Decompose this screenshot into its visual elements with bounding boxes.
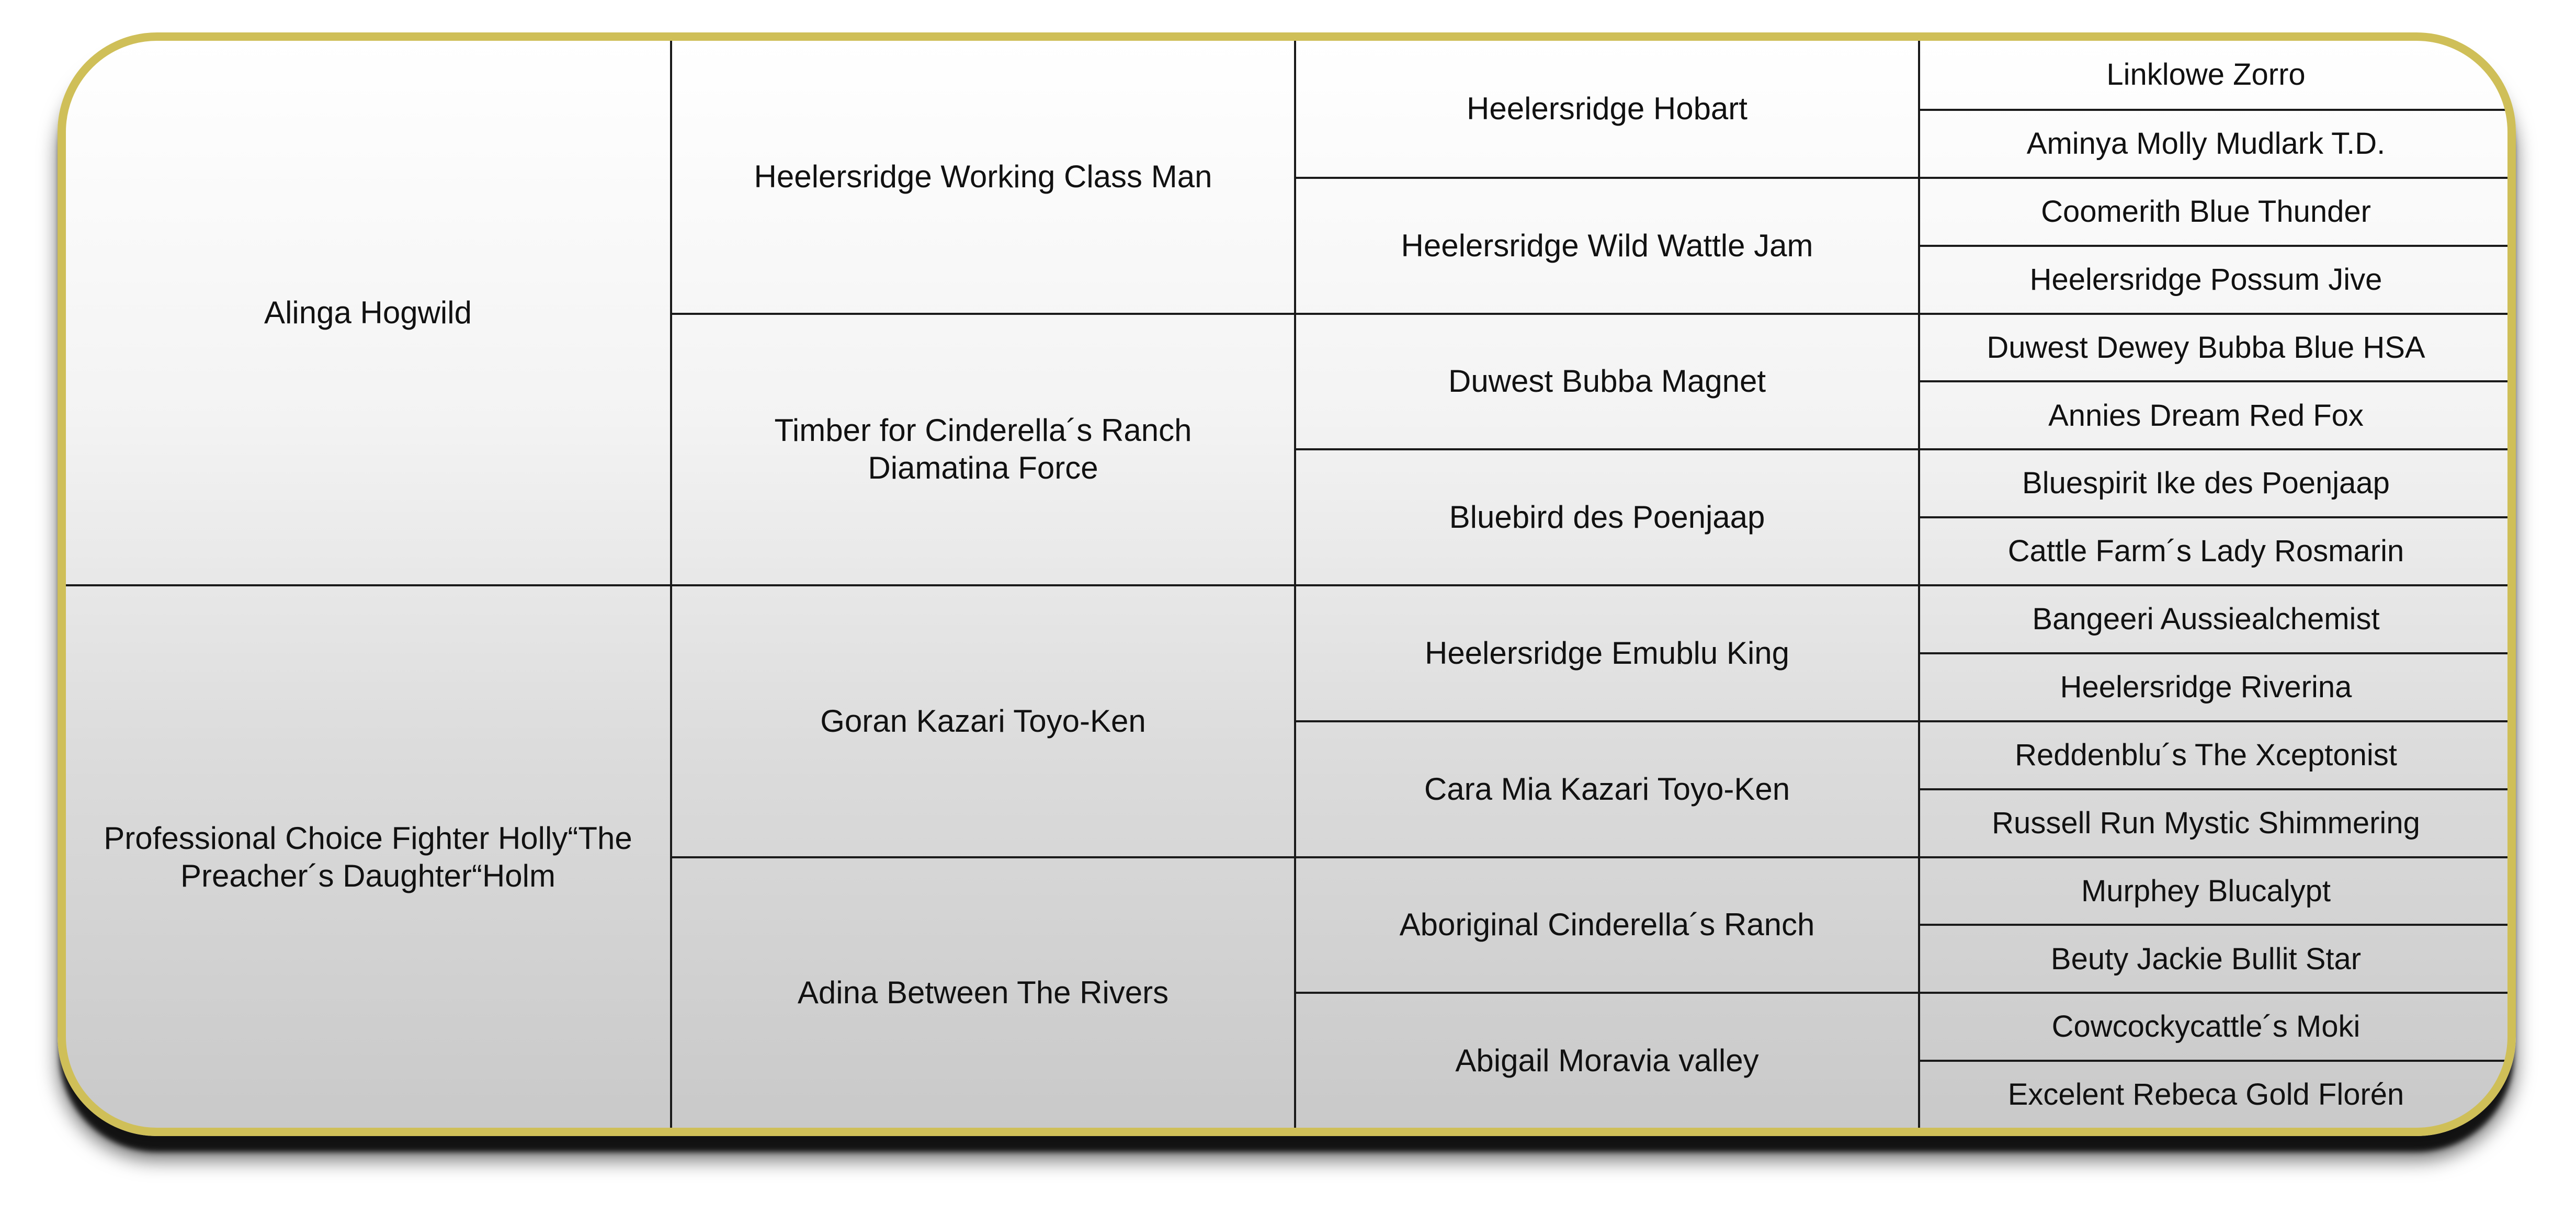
great-grandparent: [1294, 720, 1918, 856]
ancestor-name: Reddenblu´s The Xceptonist: [2015, 738, 2397, 772]
ancestor: [1918, 720, 2507, 788]
grandparent-name: Adina Between The Rivers: [797, 975, 1169, 1011]
great-grandparent-name: Heelersridge Emublu King: [1424, 635, 1790, 671]
ancestor: [1918, 1060, 2507, 1128]
ancestor-name: Bangeeri Aussiealchemist: [2032, 602, 2380, 637]
ancestor-name: Heelersridge Possum Jive: [2029, 262, 2382, 297]
ancestor: [1918, 584, 2507, 652]
ancestor-name: Russell Run Mystic Shimmering: [1992, 806, 2420, 840]
ancestor-name: Linklowe Zorro: [2106, 58, 2306, 92]
grandparent-name: Heelersridge Working Class Man: [754, 158, 1212, 194]
ancestor-name: Cowcockycattle´s Moki: [2051, 1010, 2361, 1044]
ancestor: [1918, 41, 2507, 109]
great-grandparent-name: Bluebird des Poenjaap: [1449, 500, 1765, 535]
ancestor-name: Bluespirit Ike des Poenjaap: [2022, 466, 2390, 501]
grandparent: [670, 856, 1294, 1128]
great-grandparent-name: Heelersridge Wild Wattle Jam: [1401, 228, 1813, 263]
great-grandparent-name: Heelersridge Hobart: [1467, 90, 1747, 126]
ancestor: [1918, 924, 2507, 992]
great-grandparent: [1294, 313, 1918, 449]
great-grandparent: [1294, 177, 1918, 313]
ancestor-name: Beuty Jackie Bullit Star: [2050, 942, 2362, 976]
ancestor-name: Aminya Molly Mudlark T.D.: [2026, 127, 2386, 161]
ancestor: [1918, 788, 2507, 856]
ancestor: [1918, 448, 2507, 516]
ancestor: [1918, 177, 2507, 245]
ancestor: [1918, 380, 2507, 448]
great-grandparent: [1294, 584, 1918, 720]
ancestor: [1918, 245, 2507, 313]
sire: [66, 41, 670, 584]
ancestor-name: Annies Dream Red Fox: [2048, 398, 2364, 433]
ancestor-name: Cattle Farm´s Lady Rosmarin: [2007, 534, 2404, 569]
grandparent: [670, 313, 1294, 585]
dam-name: Professional Choice Fighter Holly“The Preacher´s Daughter“Holm: [104, 820, 632, 893]
ancestor-name: Coomerith Blue Thunder: [2041, 194, 2371, 229]
grandparent-name: Timber for Cinderella´s Ranch Diamatina Force: [774, 413, 1192, 486]
grandparent: [670, 584, 1294, 856]
great-grandparent-name: Aboriginal Cinderella´s Ranch: [1399, 907, 1815, 943]
great-grandparent: [1294, 992, 1918, 1128]
ancestor: [1918, 652, 2507, 720]
ancestor: [1918, 313, 2507, 381]
ancestor: [1918, 109, 2507, 177]
ancestor-name: Duwest Dewey Bubba Blue HSA: [1987, 330, 2425, 365]
ancestor-name: Murphey Blucalypt: [2081, 874, 2331, 908]
great-grandparent-name: Abigail Moravia valley: [1455, 1043, 1759, 1079]
great-grandparent: [1294, 41, 1918, 177]
ancestor: [1918, 992, 2507, 1060]
pedigree-frame: [58, 32, 2516, 1136]
great-grandparent: [1294, 856, 1918, 992]
pedigree-table: [66, 41, 2507, 1128]
grandparent: [670, 41, 1294, 313]
great-grandparent: [1294, 448, 1918, 584]
great-grandparent-name: Cara Mia Kazari Toyo-Ken: [1424, 771, 1790, 807]
ancestor-name: Heelersridge Riverina: [2060, 670, 2352, 705]
dam: [66, 584, 670, 1128]
ancestor: [1918, 516, 2507, 584]
ancestor-name: Excelent Rebeca Gold Florén: [2007, 1077, 2404, 1112]
great-grandparent-name: Duwest Bubba Magnet: [1448, 364, 1766, 399]
ancestor: [1918, 856, 2507, 924]
grandparent-name: Goran Kazari Toyo-Ken: [820, 703, 1146, 739]
sire-name: Alinga Hogwild: [264, 294, 472, 330]
